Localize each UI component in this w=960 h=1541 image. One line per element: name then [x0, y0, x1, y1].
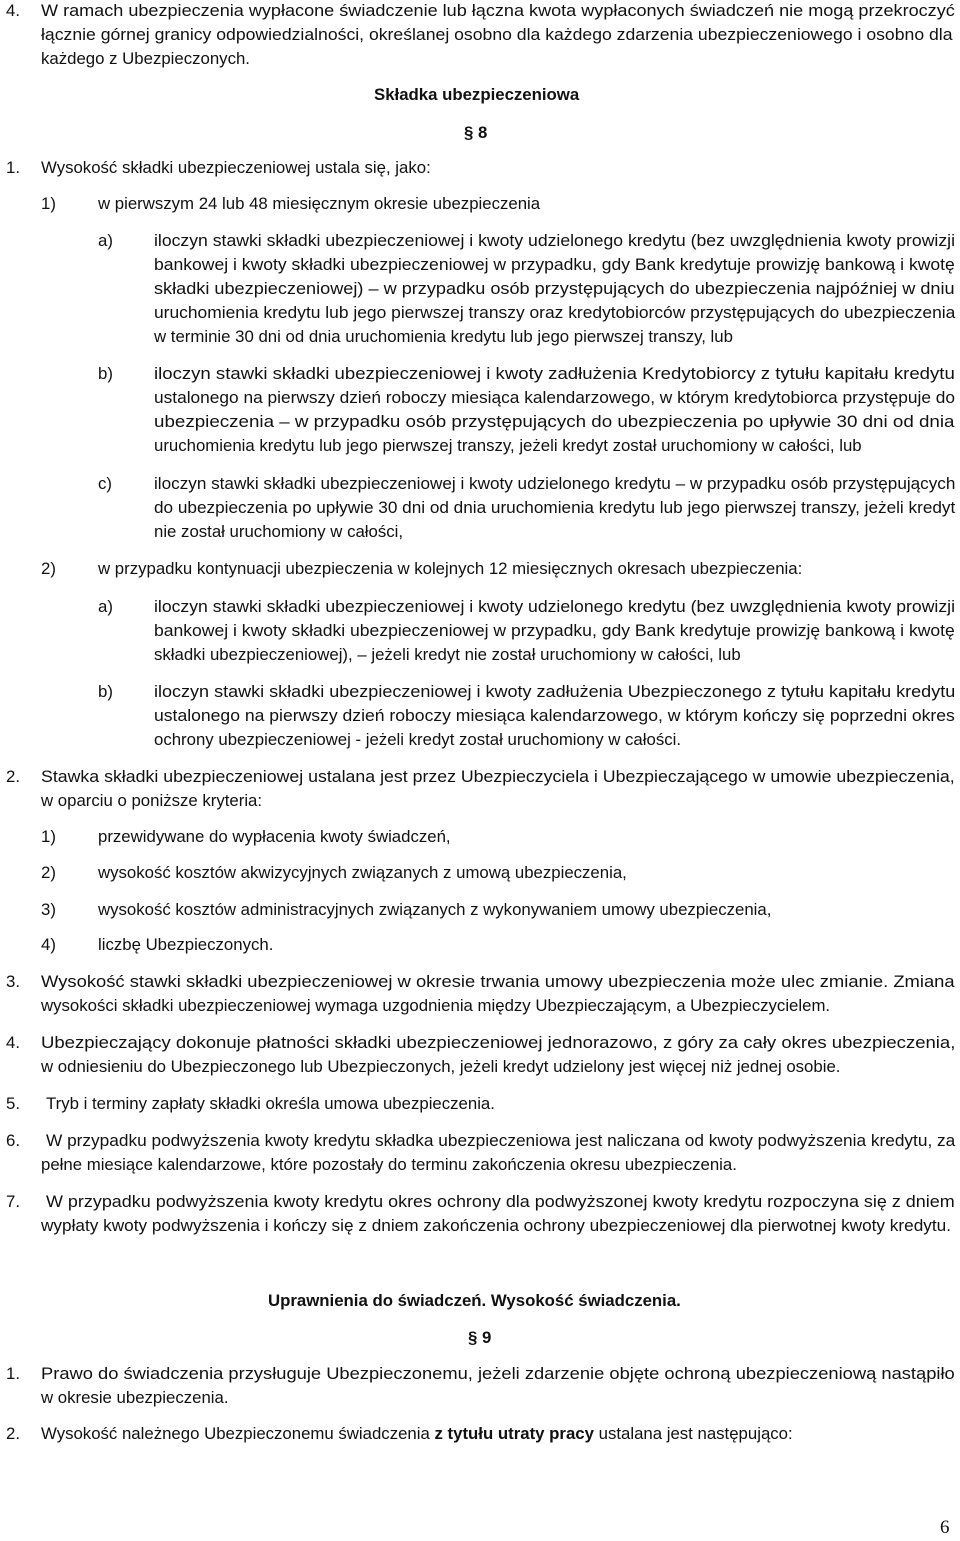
criterion-number: 3) [41, 900, 56, 919]
letter-c-line-2: do ubezpieczenia po upływie 30 dni od dnia uruchomienia kredytu lub jego pierwszej transzy, jeżeli kredyt [154, 498, 956, 517]
item-number: 2. [6, 1424, 20, 1443]
letter-a: a) [98, 597, 113, 616]
letter-a-line-4: uruchomienia kredytu lub jego pierwszej transzy oraz kredytobiorców przystępujących do ubezpieczenia [154, 303, 956, 322]
section-9-paragraph-mark: § 9 [468, 1328, 492, 1347]
item-number: 2. [6, 767, 20, 786]
item-number: 1. [6, 158, 20, 177]
item-number: 3. [6, 972, 20, 991]
letter-a-line-5: w terminie 30 dni od dnia uruchomienia kredytu lub jego pierwszej transzy, lub [154, 327, 733, 346]
item-line-1: Wysokość stawki składki ubezpieczeniowej w okresie trwania umowy ubezpieczenia może ulec zmianie. Zmiana [41, 972, 955, 991]
item-text-bold: z tytułu utraty pracy [434, 1424, 594, 1443]
item-number: 5. [6, 1094, 20, 1113]
subitem-number: 2) [41, 559, 56, 578]
criterion-number: 4) [41, 935, 56, 954]
section-9-title: Uprawnienia do świadczeń. Wysokość świadczenia. [268, 1291, 681, 1310]
item-line-1: W przypadku podwyższenia kwoty kredytu okres ochrony dla podwyższonej kwoty kredytu rozpoczyna się z dniem [46, 1192, 955, 1211]
item-line-1: Prawo do świadczenia przysługuje Ubezpieczonemu, jeżeli zdarzenie objęte ochroną ubezpieczeniową nastąpiło [41, 1364, 955, 1383]
subitem-text: w przypadku kontynuacji ubezpieczenia w kolejnych 12 miesięcznych okresach ubezpieczenia: [98, 559, 803, 578]
section-8-paragraph-mark: § 8 [464, 123, 488, 142]
criterion-number: 2) [41, 863, 56, 882]
subitem-text: w pierwszym 24 lub 48 miesięcznym okresie ubezpieczenia [98, 194, 541, 213]
criterion-text: liczbę Ubezpieczonych. [98, 935, 274, 954]
item-line-1: Ubezpieczający dokonuje płatności składki ubezpieczeniowej jednorazowo, z góry za cały okres ubezpieczenia, [41, 1033, 956, 1052]
letter-b-line-1: iloczyn stawki składki ubezpieczeniowej i kwoty zadłużenia Kredytobiorcy z tytułu kapitału kredytu [154, 364, 955, 383]
cont-b-line-3: ochrony ubezpieczeniowej - jeżeli kredyt został uruchomiony w całości. [154, 730, 681, 749]
letter-b-line-3: ubezpieczenia – w przypadku osób przystępujących do ubezpieczenia po upływie 30 dni od dnia [154, 412, 955, 431]
item-text-before: Wysokość należnego Ubezpieczonemu świadczenia [41, 1424, 435, 1443]
cont-a-line-1: iloczyn stawki składki ubezpieczeniowej i kwoty udzielonego kredytu (bez uwzględnienia kwoty prowizji [154, 597, 955, 616]
letter-c: c) [98, 474, 112, 493]
cont-b-line-1: iloczyn stawki składki ubezpieczeniowej i kwoty zadłużenia Ubezpieczonego z tytułu kapitału kredytu [154, 682, 956, 701]
prev-item-4-line-3: każdego z Ubezpieczonych. [41, 49, 250, 68]
letter-c-line-3: nie został uruchomiony w całości, [154, 522, 404, 541]
item-line-2: wypłaty kwoty podwyższenia i kończy się z dniem zakończenia ochrony ubezpieczeniowej dla pierwotnej kwoty kredytu. [41, 1216, 951, 1235]
item-line-2: wysokości składki ubezpieczeniowej wymaga uzgodnienia między Ubezpieczającym, a Ubezpieczycielem. [41, 996, 831, 1015]
criterion-text: wysokość kosztów administracyjnych związanych z wykonywaniem umowy ubezpieczenia, [98, 900, 772, 919]
cont-b-line-2: ustalonego na pierwszy dzień roboczy miesiąca kalendarzowego, w którym kończy się poprzedni okres [154, 706, 955, 725]
item-line-2: pełne miesiące kalendarzowe, które pozostały do terminu zakończenia okresu ubezpieczenia. [41, 1155, 737, 1174]
item-line-1: Stawka składki ubezpieczeniowej ustalana jest przez Ubezpieczyciela i Ubezpieczającego w umowie ubezpieczenia, [41, 767, 955, 786]
letter-c-line-1: iloczyn stawki składki ubezpieczeniowej i kwoty udzielonego kredytu – w przypadku osób przystępujących [154, 474, 956, 493]
item-line-2: w okresie ubezpieczenia. [41, 1388, 229, 1407]
item-line-2: w odniesieniu do Ubezpieczonego lub Ubezpieczonych, jeżeli kredyt udzielony jest więcej niż jednej osobie. [41, 1057, 841, 1076]
prev-item-4-line-2: łącznie górnej granicy odpowiedzialności, określanej osobno dla każdego zdarzenia ubezpieczeniowego i osobno dla [41, 25, 953, 44]
item-number: 7. [6, 1192, 20, 1211]
item-number: 1. [6, 1364, 20, 1383]
criterion-number: 1) [41, 827, 56, 846]
prev-item-4-line-1: W ramach ubezpieczenia wypłacone świadczenie lub łączna kwota wypłaconych świadczeń nie mogą przekroczyć [41, 1, 955, 20]
cont-a-line-3: składki ubezpieczeniowej), – jeżeli kredyt nie został uruchomiony w całości, lub [154, 645, 741, 664]
letter-a-line-3: składki ubezpieczeniowej) – w przypadku osób przystępujących do ubezpieczenia najpóźniej w dniu [154, 279, 955, 298]
page-number: 6 [940, 1517, 950, 1538]
letter-a-line-1: iloczyn stawki składki ubezpieczeniowej i kwoty udzielonego kredytu (bez uwzględnienia kwoty prowizji [154, 231, 955, 250]
criterion-text: przewidywane do wypłacenia kwoty świadczeń, [98, 827, 451, 846]
item-number: 4. [6, 1033, 20, 1052]
item-number: 6. [6, 1131, 20, 1150]
letter-a: a) [98, 231, 113, 250]
item-text: Wysokość składki ubezpieczeniowej ustala się, jako: [41, 158, 431, 177]
section-8-title: Składka ubezpieczeniowa [374, 85, 580, 104]
letter-b-line-4: uruchomienia kredytu lub jego pierwszej transzy, jeżeli kredyt został uruchomiony w całości, lub [154, 436, 862, 455]
subitem-number: 1) [41, 194, 56, 213]
prev-item-4-number: 4. [6, 1, 20, 20]
letter-b: b) [98, 682, 113, 701]
letter-b-line-2: ustalonego na pierwszy dzień roboczy miesiąca kalendarzowego, w którym kredytobiorca przystępuje do [154, 388, 956, 407]
item-text-after: ustalana jest następująco: [593, 1424, 793, 1443]
item-line-2: w oparciu o poniższe kryteria: [41, 791, 263, 810]
item-line-1 [41, 1422, 793, 1446]
cont-a-line-2: bankowej i kwoty składki ubezpieczeniowej w przypadku, gdy Bank kredytuje prowizję bankową i kwotę [154, 621, 955, 640]
criterion-text: wysokość kosztów akwizycyjnych związanych z umową ubezpieczenia, [98, 863, 627, 882]
item-line-1: W przypadku podwyższenia kwoty kredytu składka ubezpieczeniowa jest naliczana od kwoty podwyższenia kredytu, za [46, 1131, 956, 1150]
letter-a-line-2: bankowej i kwoty składki ubezpieczeniowej w przypadku, gdy Bank kredytuje prowizję bankową i kwotę [154, 255, 955, 274]
letter-b: b) [98, 364, 113, 383]
item-line-1: Tryb i terminy zapłaty składki określa umowa ubezpieczenia. [46, 1094, 495, 1113]
